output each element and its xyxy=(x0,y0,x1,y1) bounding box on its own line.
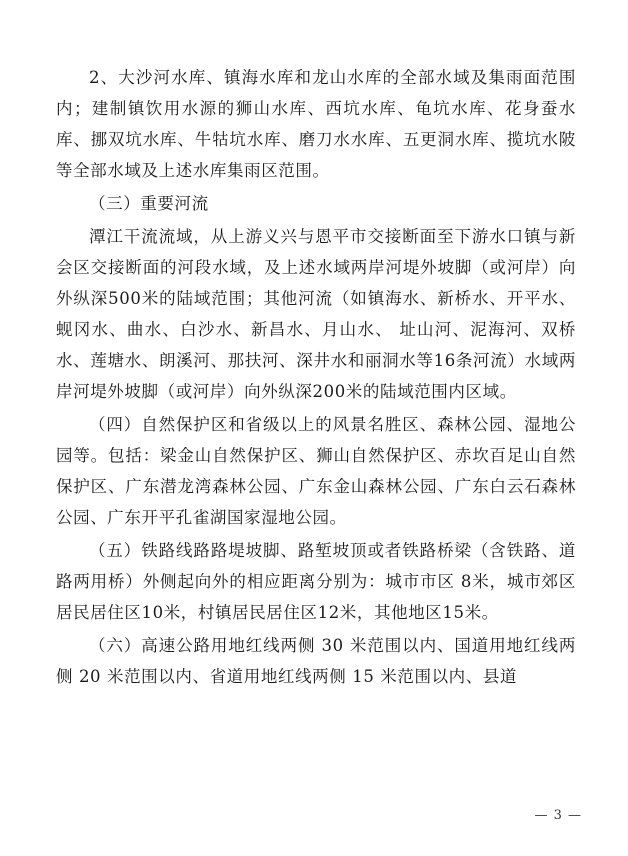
paragraph-highways: （六）高速公路用地红线两侧 30 米范围以内、国道用地红线两侧 20 米范围以内、省道用地红线两侧 15 米范围以内、县道 xyxy=(56,636,576,686)
document-body xyxy=(56,62,576,692)
page-number: — 3 — xyxy=(534,808,582,823)
section-heading-rivers: （三）重要河流 xyxy=(89,194,209,213)
paragraph-tanjiang-river: 潭江干流流域，从上游义兴与恩平市交接断面至下游水口镇与新会区交接断面的河段水域，及上述水域两岸河堤外坡脚（或河岸）向外纵深500米的陆域范围；其他河流（如镇海水、新桥水、开平水、蚬冈水、曲水、白沙水、新昌水、月山水、 址山河、泥海河、双桥水、莲塘水、朗溪河、那扶河、深井水和丽洞水等16条河流）水域两岸河堤外坡脚（或河岸）向外纵深200米的陆域范围内区域。 xyxy=(56,227,576,401)
paragraph-nature-reserves: （四）自然保护区和省级以上的风景名胜区、森林公园、湿地公园等。包括：梁金山自然保护区、狮山自然保护区、赤坎百足山自然保护区、广东潜龙湾森林公园、广东金山森林公园、广东白云石森林公园、广东开平孔雀湖国家湿地公园。 xyxy=(56,415,576,527)
paragraph-reservoirs: 2、大沙河水库、镇海水库和龙山水库的全部水域及集雨面范围内；建制镇饮用水源的狮山水库、西坑水库、龟坑水库、花身蚕水库、挪双坑水库、牛牯坑水库、磨刀水水库、五更洞水库、揽坑水陂等全部水域及上述水库集雨区范围。 xyxy=(56,68,576,180)
paragraph-railway: （五）铁路线路路堤坡脚、路堑坡顶或者铁路桥梁（含铁路、道路两用桥）外侧起向外的相应距离分别为：城市市区 8米，城市郊区居民居住区10米，村镇居民居住区12米，其他地区15米。 xyxy=(56,541,576,622)
